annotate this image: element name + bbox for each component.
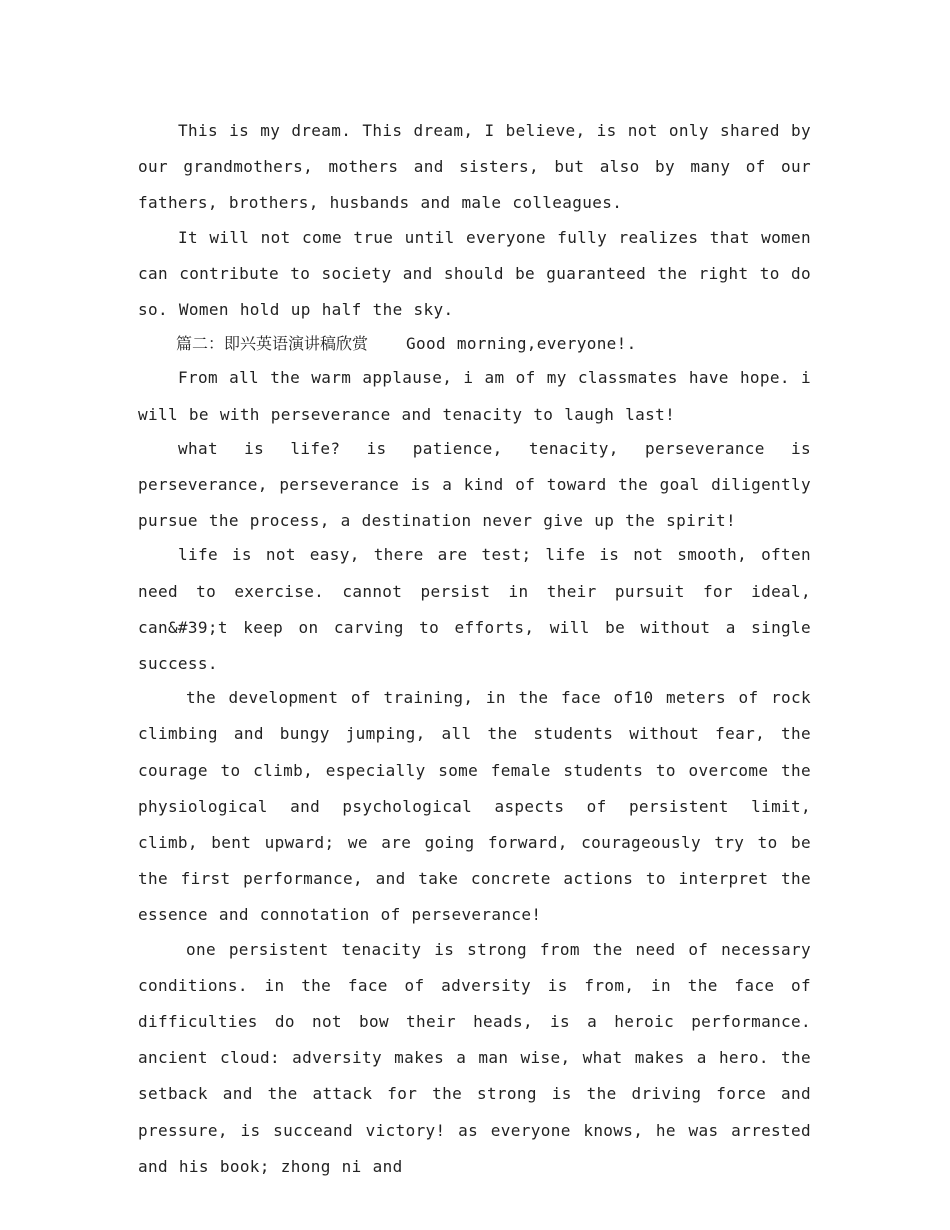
paragraph-dream: This is my dream. This dream, I believe, is not only shared by our grandmothers, mothers and sisters, but also by many of our fathers, brothers, husbands and male colleagues. <box>138 121 811 213</box>
document-body <box>138 113 811 1183</box>
paragraph-what-is-life: what is life? is patience, tenacity, perseverance is perseverance, perseverance is a kind of toward the goal diligently pursue the process, a destination never give up the spirit! <box>138 438 811 531</box>
paragraph-life-not-easy: life is not easy, there are test; life is not smooth, often need to exercise. cannot persist in their pursuit for ideal, can&#39;t keep on carving to efforts, will be without a single success. <box>138 545 811 674</box>
paragraph-persistent-tenacity: one persistent tenacity is strong from the need of necessary conditions. in the face of adversity is from, in the face of difficulties do not bow their heads, is a heroic performance. ancient cloud: adversity makes a man wise, what makes a hero. the setback and the attack for the strong is the driving force and pressure, is succeand victory! as everyone knows, he was arrested and his book; zhong ni and <box>138 939 811 1176</box>
paragraph-applause: From all the warm applause, i am of my classmates have hope. i will be with perseverance and tenacity to laugh last! <box>138 368 811 424</box>
section-heading <box>138 326 811 362</box>
section-greeting: Good morning,everyone!. <box>406 334 637 354</box>
paragraph-development-training: the development of training, in the face of10 meters of rock climbing and bungy jumping, all the students without fear, the courage to climb, especially some female students to overcome the physiological and psychological aspects of persistent limit, climb, bent upward; we are going forward, courageously try to be the first performance, and take concrete actions to interpret the essence and connotation of perseverance! <box>138 688 811 925</box>
paragraph-women-sky: It will not come true until everyone fully realizes that women can contribute to society and should be guaranteed the right to do so. Women hold up half the sky. <box>138 227 811 320</box>
section-title: 篇二：即兴英语演讲稿欣赏 <box>176 334 369 354</box>
